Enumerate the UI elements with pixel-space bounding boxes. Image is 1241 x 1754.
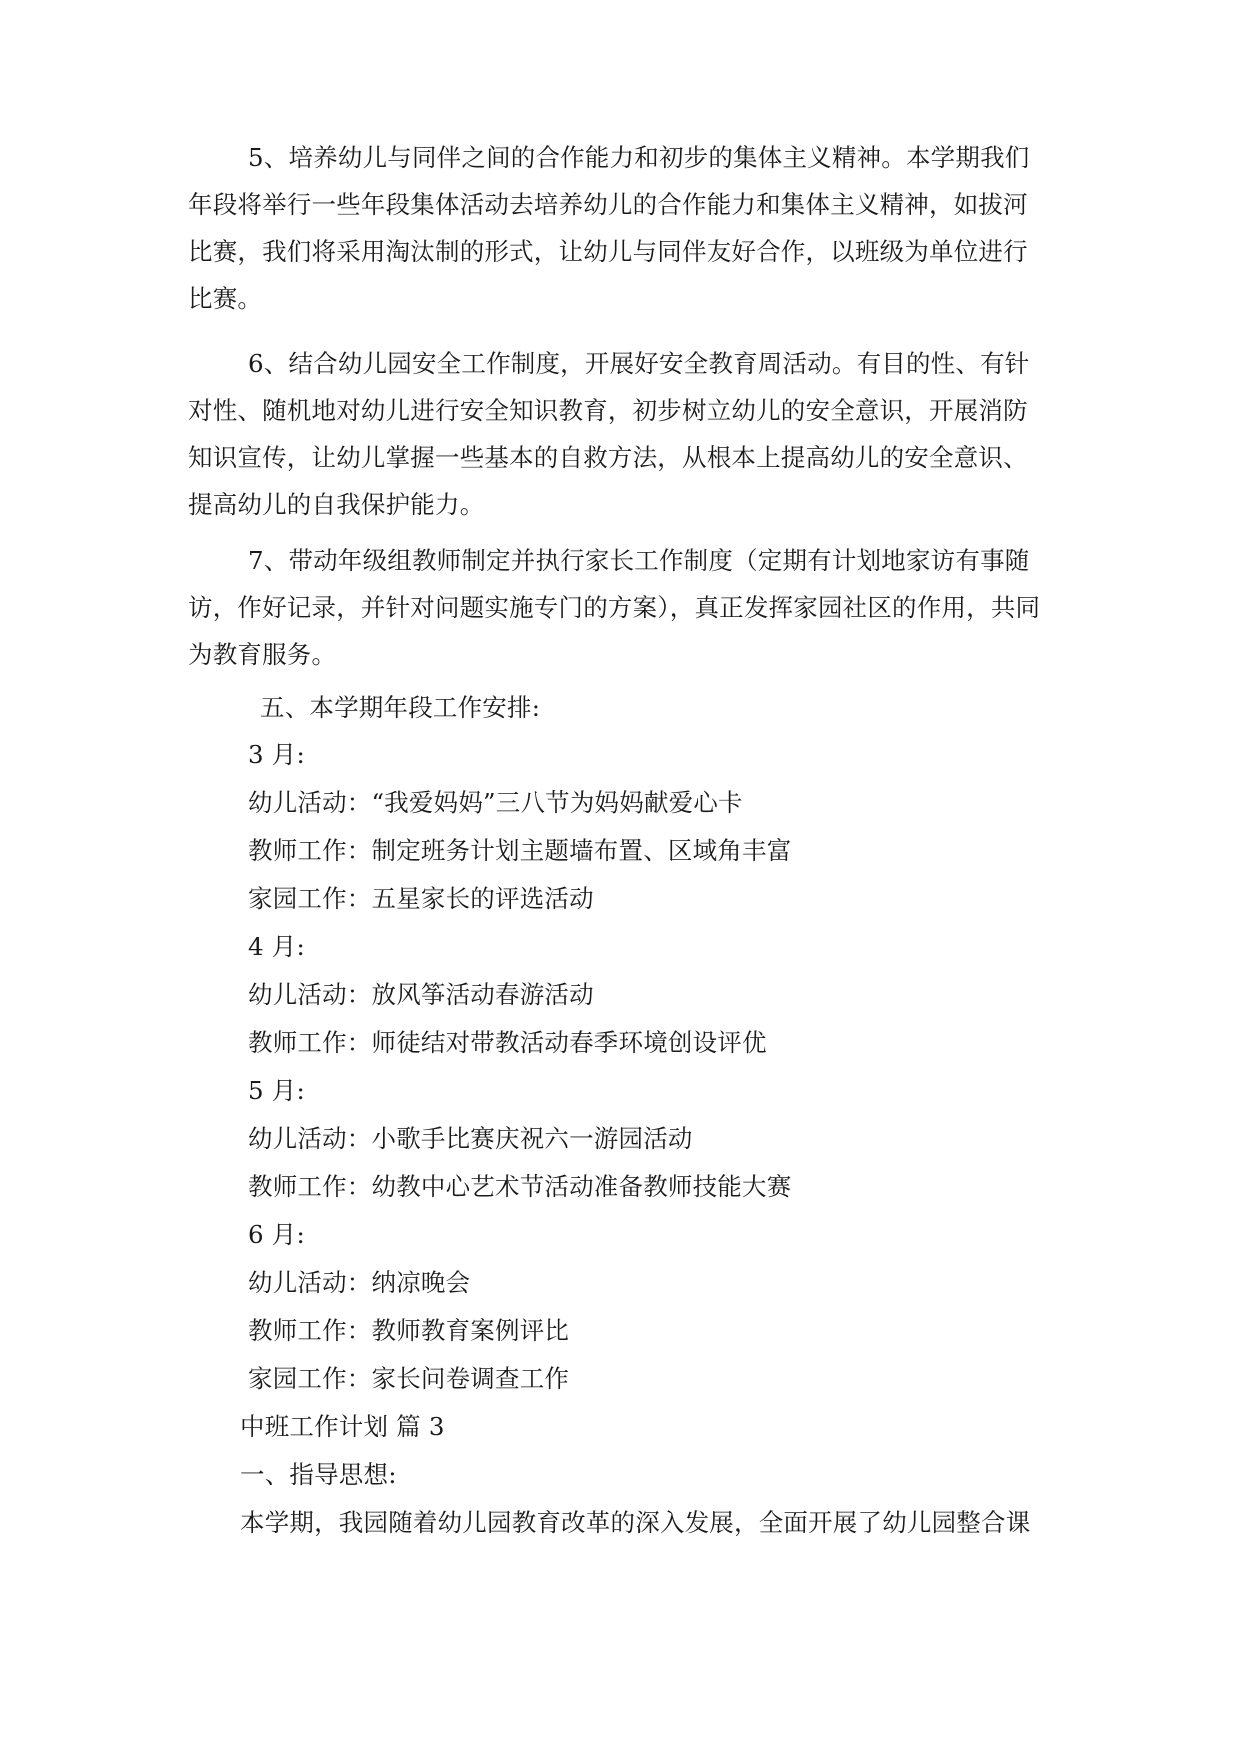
paragraph-5-line-2: 年段将举行一些年段集体活动去培养幼儿的合作能力和集体主义精神，如拔河: [188, 190, 1028, 219]
schedule-heading: 五、本学期年段工作安排:: [260, 693, 541, 722]
march-home-work: 家园工作：五星家长的评选活动: [248, 884, 594, 913]
section-3-body-line-1: 本学期，我园随着幼儿园教育改革的深入发展，全面开展了幼儿园整合课: [240, 1508, 1031, 1537]
june-child-activity: 幼儿活动：纳凉晚会: [248, 1268, 471, 1297]
month-june: 6 月:: [248, 1220, 305, 1249]
paragraph-7-line-2: 访，作好记录，并针对问题实施专门的方案），真正发挥家园社区的作用，共同: [188, 593, 1041, 622]
month-april: 4 月:: [248, 932, 305, 961]
may-teacher-work: 教师工作：幼教中心艺术节活动准备教师技能大赛: [248, 1172, 792, 1201]
june-home-work: 家园工作：家长问卷调查工作: [248, 1364, 570, 1393]
paragraph-7-line-1: 7、带动年级组教师制定并执行家长工作制度（定期有计划地家访有事随: [248, 546, 1030, 575]
paragraph-6-line-1: 6、结合幼儿园安全工作制度，开展好安全教育周活动。有目的性、有针: [248, 349, 1030, 378]
april-teacher-work: 教师工作：师徒结对带教活动春季环境创设评优: [248, 1028, 767, 1057]
march-child-activity: 幼儿活动：“我爱妈妈”三八节为妈妈献爱心卡: [248, 788, 743, 817]
section-3-title: 中班工作计划 篇 3: [240, 1412, 445, 1441]
paragraph-5-line-3: 比赛，我们将采用淘汰制的形式，让幼儿与同伴友好合作，以班级为单位进行: [188, 237, 1028, 266]
month-march: 3 月:: [248, 740, 305, 769]
may-child-activity: 幼儿活动：小歌手比赛庆祝六一游园活动: [248, 1124, 693, 1153]
paragraph-7-line-3: 为教育服务。: [188, 640, 337, 669]
month-may: 5 月:: [248, 1076, 305, 1105]
paragraph-5-line-4: 比赛。: [188, 284, 263, 313]
paragraph-5-line-1: 5、培养幼儿与同伴之间的合作能力和初步的集体主义精神。本学期我们: [248, 143, 1030, 172]
april-child-activity: 幼儿活动：放风筝活动春游活动: [248, 980, 594, 1009]
june-teacher-work: 教师工作：教师教育案例评比: [248, 1316, 570, 1345]
march-teacher-work: 教师工作：制定班务计划主题墙布置、区域角丰富: [248, 836, 792, 865]
paragraph-6-line-4: 提高幼儿的自我保护能力。: [188, 490, 485, 519]
section-3-subheading: 一、指导思想:: [240, 1460, 397, 1489]
paragraph-6-line-2: 对性、随机地对幼儿进行安全知识教育，初步树立幼儿的安全意识，开展消防: [188, 396, 1028, 425]
paragraph-6-line-3: 知识宣传，让幼儿掌握一些基本的自救方法，从根本上提高幼儿的安全意识、: [188, 443, 1028, 472]
